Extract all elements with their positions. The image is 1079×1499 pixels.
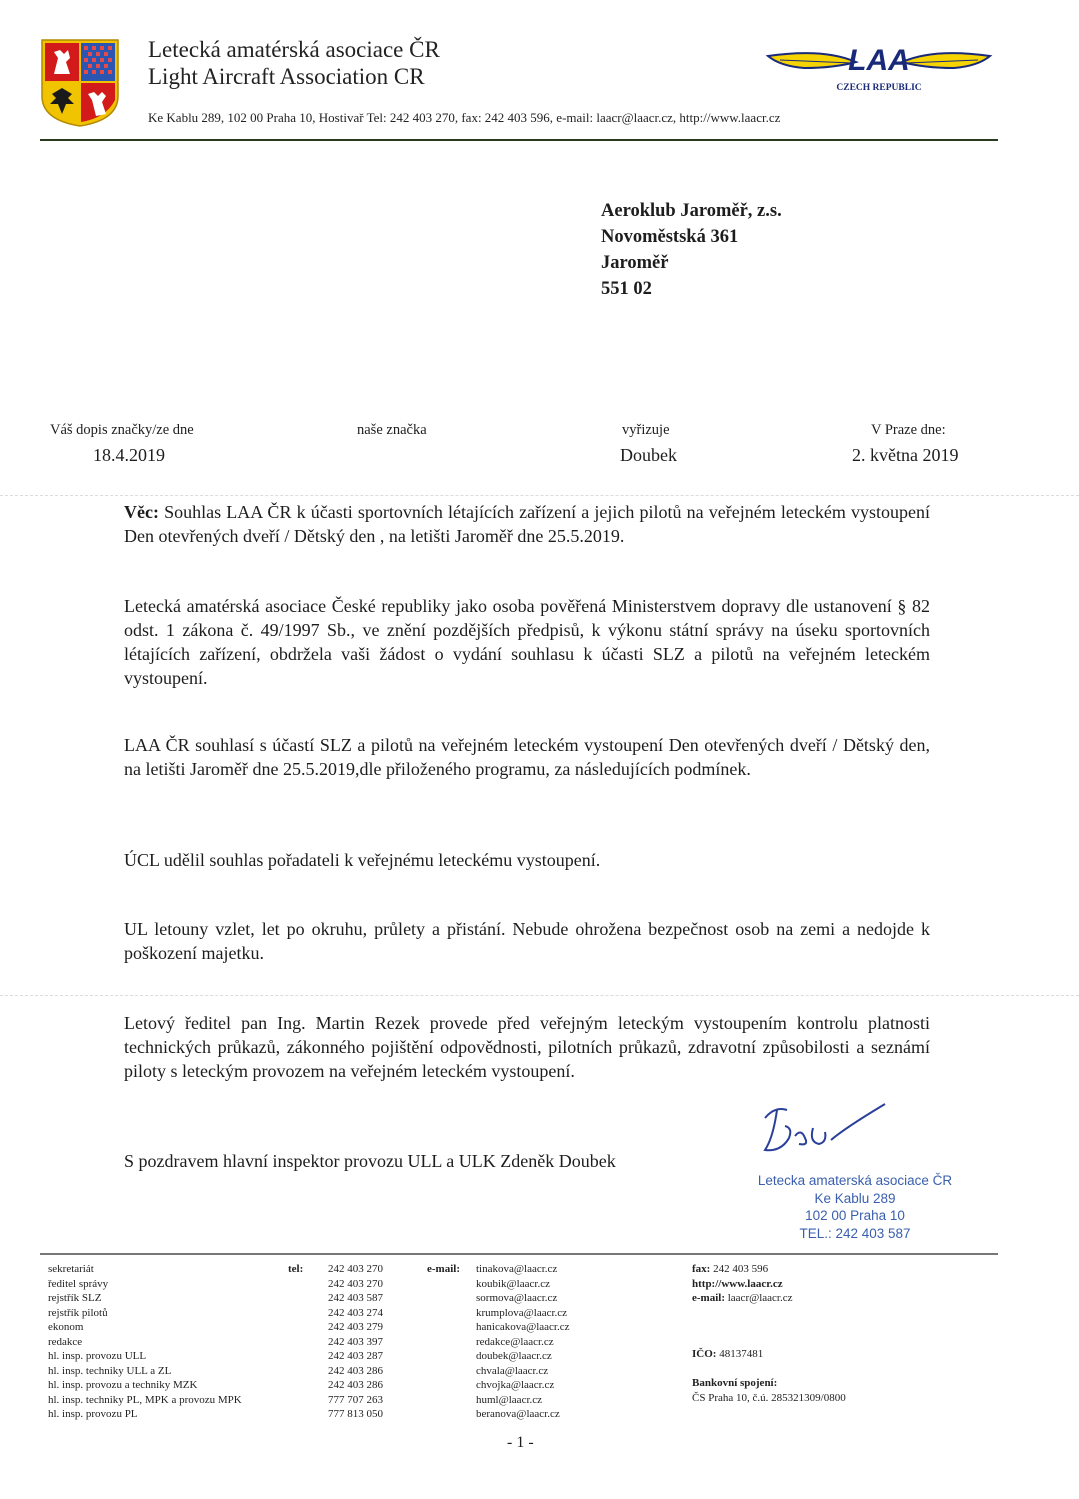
fold-line-top bbox=[0, 495, 1079, 497]
body-paragraph: Letový ředitel pan Ing. Martin Rezek provede před veřejným leteckým vystoupením kontrolu platnosti technických průkazů, zákonného pojištění odpovědnosti, pilotních průkazů, zdravotní způsobilosti a seznámí piloty s leteckým provozem na veřejném leteckém vystoupení. bbox=[124, 1013, 930, 1081]
recipient-line: Jaroměř bbox=[601, 253, 669, 273]
footer-tel-label: tel: bbox=[288, 1263, 304, 1275]
email-right-label: e-mail: bbox=[692, 1292, 725, 1304]
email-link[interactable]: huml@laacr.cz bbox=[476, 1393, 543, 1406]
our-ref-label: naše značka bbox=[357, 422, 427, 438]
footer-departments: sekretariát ředitel správy rejstřík SLZ rejstřík pilotů ekonom redakce hl. insp. provozu ULL hl. insp. techniky ULL a ZL hl. insp. provozu a techniky MZK hl. insp. techniky PL, MPK a provozu MPK hl. insp. provozu PL bbox=[48, 1263, 242, 1420]
stamp-line: Letecka amaterská asociace ČR bbox=[757, 1173, 953, 1188]
stamp-line: TEL.: 242 403 587 bbox=[799, 1225, 911, 1241]
ico-value: 48137481 bbox=[716, 1348, 764, 1360]
stamp-line: 102 00 Praha 10 bbox=[805, 1208, 905, 1223]
recipient-line: 551 02 bbox=[601, 279, 652, 299]
email-link[interactable]: redakce@laacr.cz bbox=[476, 1335, 554, 1348]
body-paragraph: LAA ČR souhlasí s účastí SLZ a pilotů na veřejném leteckém vystoupení Den otevřených dveří / Dětský den, na letišti Jaroměř dne 25.5.2019,dle přiloženého programu, za následujících podmínek. bbox=[124, 735, 930, 779]
recipient-line: Novoměstská 361 bbox=[601, 227, 739, 247]
email-link[interactable]: doubek@laacr.cz bbox=[476, 1350, 552, 1362]
footer-contacts bbox=[692, 1262, 793, 1306]
recipient-address bbox=[601, 198, 782, 302]
stamp bbox=[740, 1172, 970, 1242]
email-link[interactable]: krumplova@laacr.cz bbox=[476, 1306, 568, 1319]
coat-of-arms-icon bbox=[40, 38, 120, 128]
date-value: 2. května 2019 bbox=[852, 445, 959, 465]
body-paragraph: ÚCL udělil souhlas pořadateli k veřejnému leteckému vystoupení. bbox=[124, 850, 601, 870]
fold-line-bottom bbox=[0, 995, 1079, 997]
footer-phones: 242 403 270 242 403 270 242 403 587 242 403 274 242 403 279 242 403 397 242 403 287 242 403 286 242 403 286 777 707 263 777 813 050 bbox=[328, 1263, 383, 1420]
subject-text: Souhlas LAA ČR k účasti sportovních létajících zařízení a jejich pilotů na veřejném leteckém vystoupení Den otevřených dveří / Dětský den , na letišti Jaroměř dne 25.5.2019. bbox=[124, 502, 930, 546]
your-letter-label: Váš dopis značky/ze dne bbox=[50, 422, 194, 438]
header-divider bbox=[40, 139, 998, 141]
bank-value: ČS Praha 10, č.ú. 285321309/0800 bbox=[692, 1391, 846, 1404]
email-link[interactable]: hanicakova@laacr.cz bbox=[476, 1321, 570, 1333]
handled-by-value: Doubek bbox=[620, 445, 677, 465]
web-link[interactable]: http://www.laacr.cz bbox=[692, 1277, 783, 1290]
date-label: V Praze dne: bbox=[871, 422, 946, 438]
email-link[interactable]: tinakova@laacr.cz bbox=[476, 1263, 558, 1275]
footer-emails bbox=[476, 1262, 570, 1422]
email-link[interactable]: koubik@laacr.cz bbox=[476, 1277, 550, 1290]
footer-divider bbox=[40, 1253, 998, 1255]
stamp-line: Ke Kablu 289 bbox=[814, 1190, 896, 1206]
closing: S pozdravem hlavní inspektor provozu ULL a ULK Zdeněk Doubek bbox=[124, 1151, 616, 1171]
organization-name bbox=[148, 36, 440, 90]
signature-icon bbox=[735, 1098, 895, 1168]
email-link[interactable]: chvojka@laacr.cz bbox=[476, 1379, 555, 1391]
organization-name-en: Light Aircraft Association CR bbox=[148, 64, 425, 89]
email-link[interactable]: sormova@laacr.cz bbox=[476, 1292, 558, 1304]
body-paragraph: Letecká amatérská asociace České republiky jako osoba pověřená Ministerstvem dopravy dle ustanovení § 82 odst. 1 zákona č. 49/1997 Sb., ve znění pozdějších předpisů, k výkonu státní správy na úseku sportovních létajících zařízení, obdržela vaši žádost o vydání souhlasu k účasti SLZ a pilotů na veřejném leteckém vystoupení. bbox=[124, 596, 930, 688]
footer-email-label: e-mail: bbox=[427, 1263, 460, 1275]
footer-ico bbox=[692, 1347, 763, 1362]
logo-subtitle: CZECH REPUBLIC bbox=[836, 83, 922, 93]
body-paragraph: UL letouny vzlet, let po okruhu, průlety a přistání. Nebude ohrožena bezpečnost osob na zemi a nedojde k poškození majetku. bbox=[124, 919, 930, 963]
bank-label: Bankovní spojení: bbox=[692, 1377, 778, 1389]
header-address: Ke Kablu 289, 102 00 Praha 10, Hostivař Tel: 242 403 270, fax: 242 403 596, e-mail: laacr@laacr.cz, http://www.laacr.cz bbox=[148, 110, 781, 125]
footer-bank bbox=[692, 1376, 846, 1405]
laa-wings-logo-icon bbox=[764, 36, 994, 96]
email-link[interactable]: beranova@laacr.cz bbox=[476, 1408, 560, 1420]
subject bbox=[124, 500, 930, 548]
your-letter-value: 18.4.2019 bbox=[93, 445, 165, 465]
logo-text: LAA bbox=[848, 44, 910, 77]
ico-label: IČO: bbox=[692, 1348, 717, 1360]
subject-label: Věc: bbox=[124, 502, 159, 522]
page-number: - 1 - bbox=[507, 1434, 534, 1451]
email-link[interactable]: chvala@laacr.cz bbox=[476, 1364, 549, 1377]
recipient-line: Aeroklub Jaroměř, z.s. bbox=[601, 201, 782, 221]
handled-by-label: vyřizuje bbox=[622, 422, 670, 438]
fax-value: 242 403 596 bbox=[710, 1263, 769, 1275]
fax-label: fax: bbox=[692, 1263, 711, 1275]
email-right-value[interactable]: laacr@laacr.cz bbox=[724, 1292, 793, 1304]
organization-name-cz: Letecká amatérská asociace ČR bbox=[148, 37, 440, 62]
